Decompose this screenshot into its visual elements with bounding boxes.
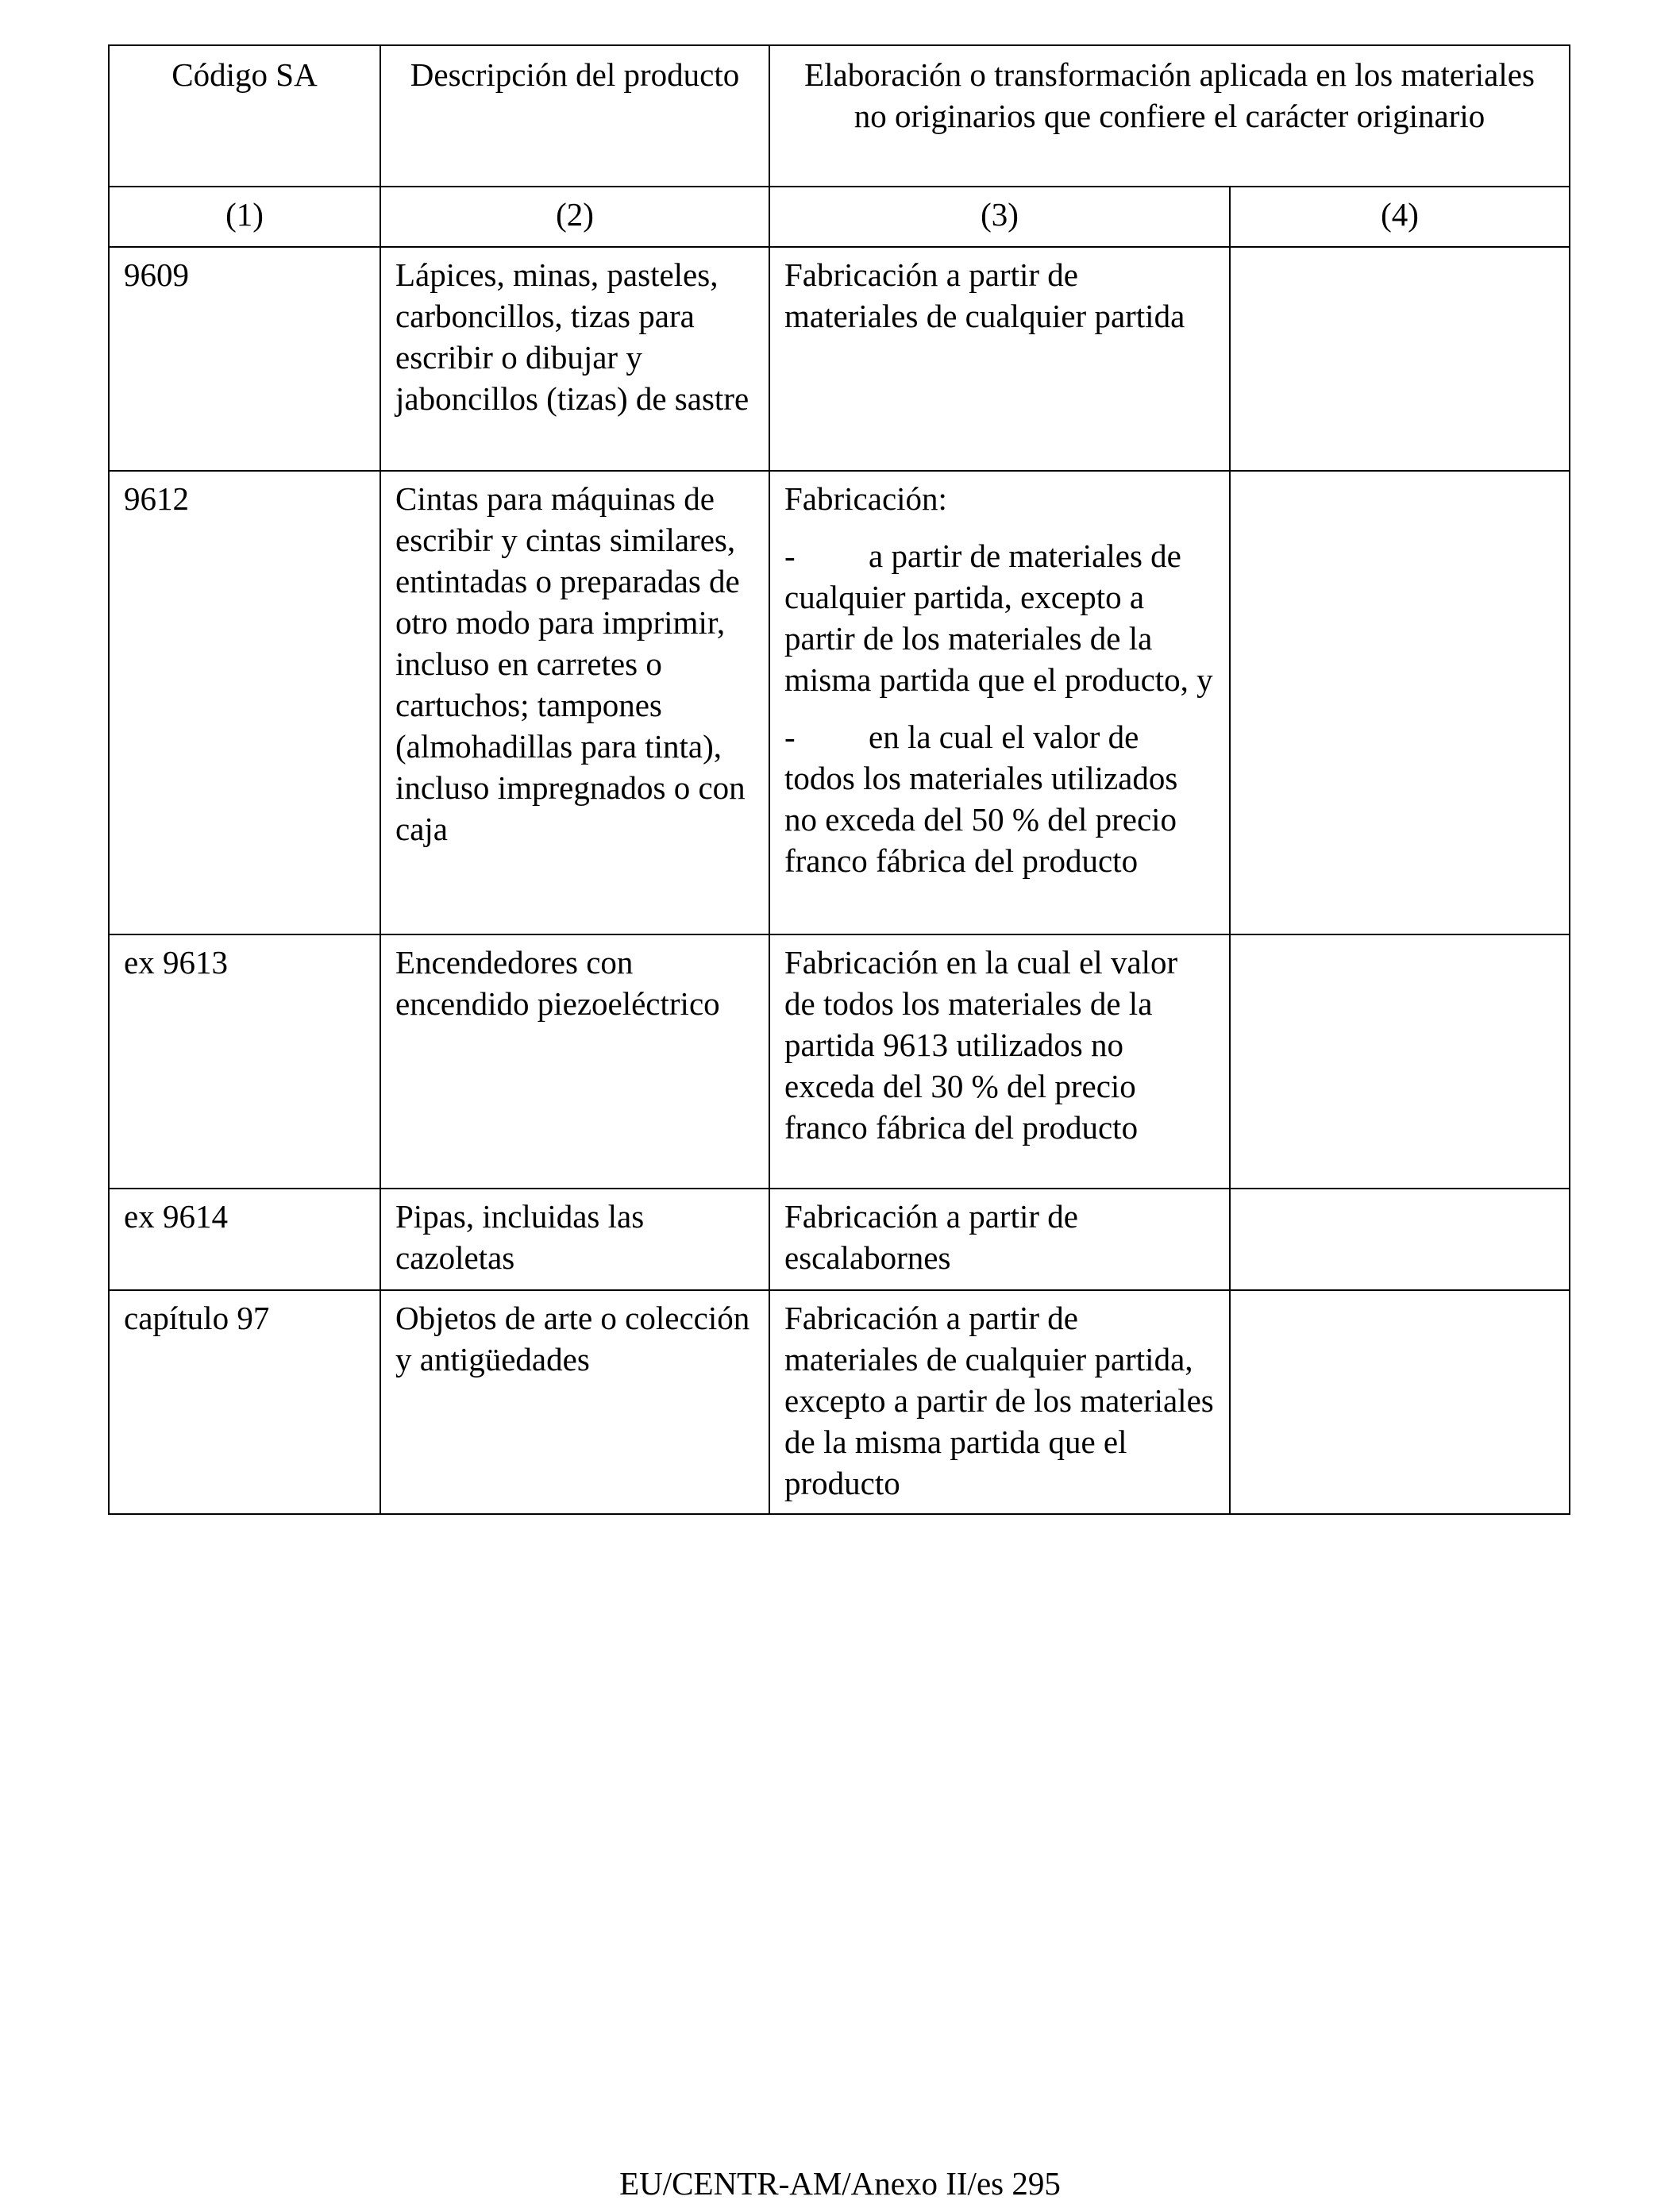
processing-cell: Fabricación a partir de escalabornes bbox=[769, 1189, 1230, 1290]
column-number-3: (3) bbox=[769, 187, 1230, 247]
processing-intro: Fabricación: bbox=[784, 480, 947, 517]
column-number-row bbox=[109, 187, 1570, 247]
header-row bbox=[109, 45, 1570, 187]
column-number-2: (2) bbox=[380, 187, 769, 247]
processing-cell bbox=[769, 471, 1230, 934]
description-cell: Encendedores con encendido piezoeléctrico bbox=[380, 934, 769, 1189]
description-cell: Pipas, incluidas las cazoletas bbox=[380, 1189, 769, 1290]
hs-code-cell: ex 9614 bbox=[109, 1189, 380, 1290]
table-row bbox=[109, 247, 1570, 471]
processing-cell: Fabricación en la cual el valor de todos los materiales de la partida 9613 utilizados no exceda del 30 % del precio franco fábrica del producto bbox=[769, 934, 1230, 1189]
hs-code-cell: capítulo 97 bbox=[109, 1290, 380, 1514]
column-number-4: (4) bbox=[1230, 187, 1570, 247]
table-row bbox=[109, 1290, 1570, 1514]
processing-list-item-text: en la cual el valor de todos los materiales utilizados no exceda del 50 % del precio franco fábrica del producto bbox=[784, 719, 1178, 879]
description-cell: Objetos de arte o colección y antigüedades bbox=[380, 1290, 769, 1514]
hs-code-cell: 9609 bbox=[109, 247, 380, 471]
table-row bbox=[109, 934, 1570, 1189]
processing-cell: Fabricación a partir de materiales de cualquier partida, excepto a partir de los materiales de la misma partida que el producto bbox=[769, 1290, 1230, 1514]
description-cell: Lápices, minas, pasteles, carboncillos, tizas para escribir o dibujar y jaboncillos (tizas) de sastre bbox=[380, 247, 769, 471]
table-row bbox=[109, 471, 1570, 934]
processing-cell: Fabricación a partir de materiales de cualquier partida bbox=[769, 247, 1230, 471]
column-4-cell bbox=[1230, 247, 1570, 471]
dash-bullet: - bbox=[784, 719, 796, 755]
column-4-cell bbox=[1230, 1290, 1570, 1514]
hs-code-cell: ex 9613 bbox=[109, 934, 380, 1189]
column-4-cell bbox=[1230, 1189, 1570, 1290]
dash-bullet: - bbox=[784, 538, 796, 574]
processing-list-item bbox=[784, 535, 1215, 700]
page-footer: EU/CENTR-AM/Anexo II/es 295 bbox=[619, 2165, 1061, 2202]
processing-list-item-text: a partir de materiales de cualquier partida, excepto a partir de los materiales de la misma partida que el producto, y bbox=[784, 538, 1213, 698]
hs-code-cell: 9612 bbox=[109, 471, 380, 934]
processing-list-item bbox=[784, 716, 1215, 881]
column-4-cell bbox=[1230, 471, 1570, 934]
rules-of-origin-table bbox=[108, 44, 1570, 1515]
table-row bbox=[109, 1189, 1570, 1290]
header-product-description: Descripción del producto bbox=[380, 45, 769, 187]
description-cell: Cintas para máquinas de escribir y cintas similares, entintadas o preparadas de otro modo para imprimir, incluso en carretes o cartuchos; tampones (almohadillas para tinta), incluso impregnados o con caja bbox=[380, 471, 769, 934]
header-processing-requirement: Elaboración o transformación aplicada en los materiales no originarios que confiere el carácter originario bbox=[769, 45, 1570, 187]
column-4-cell bbox=[1230, 934, 1570, 1189]
header-hs-code: Código SA bbox=[109, 45, 380, 187]
column-number-1: (1) bbox=[109, 187, 380, 247]
